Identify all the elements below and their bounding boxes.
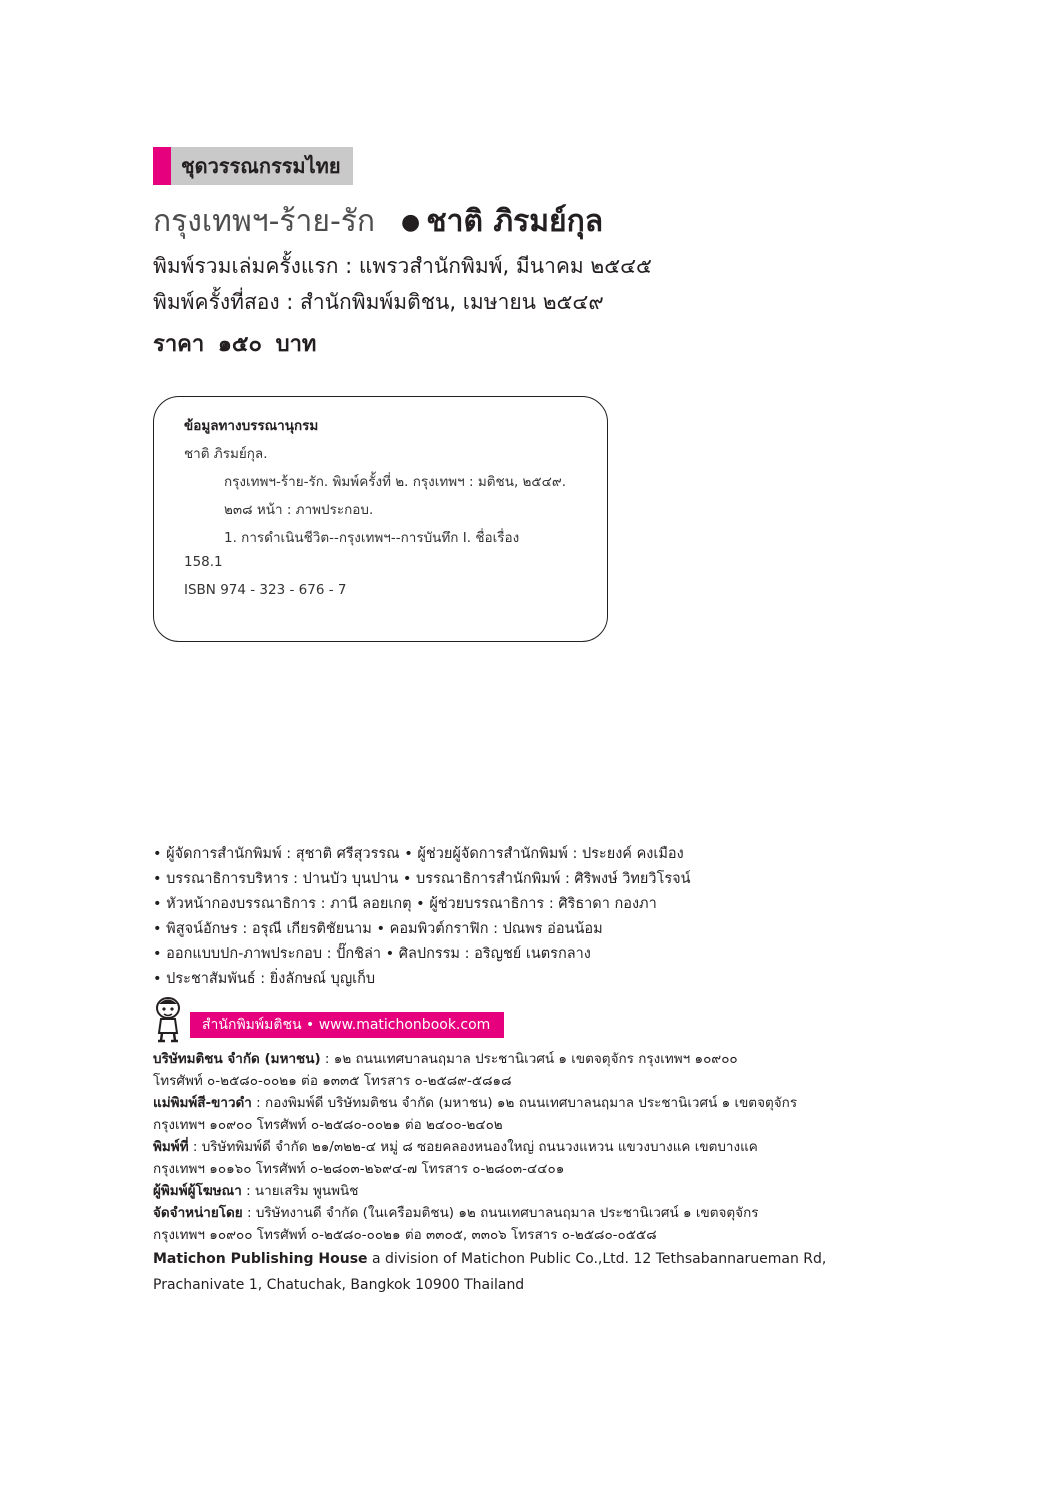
catalog-heading: ข้อมูลทางบรรณานุกรม — [184, 418, 319, 434]
printer-address — [153, 1136, 1013, 1158]
printer-label: พิมพ์ที่ — [153, 1139, 189, 1155]
staff-item: • ออกแบบปก-ภาพประกอบ : ปั๊กชิล่า • ศิลปกรรม : อริญชย์ เนตรกลาง — [153, 946, 591, 962]
catalog-box — [153, 396, 608, 642]
staff-item: • ประชาสัมพันธ์ : ยิ่งลักษณ์ บุญเก็บ — [153, 971, 376, 987]
title-line — [153, 198, 603, 245]
printer-text: : บริษัทพิมพ์ดี จำกัด ๒๑/๓๒๒-๔ หมู่ ๘ ซอยคลองหนองใหญ่ ถนนวงแหวน แขวงบางแค เขตบางแค — [188, 1139, 758, 1155]
distributor-address — [153, 1202, 1013, 1224]
book-price: ราคา ๑๕๐ บาท — [153, 332, 317, 357]
staff-item: • บรรณาธิการบริหาร : ปานบัว บุนปาน • บรรณาธิการสำนักพิมพ์ : ศิริพงษ์ วิทยวิโรจน์ — [153, 871, 691, 887]
advertiser-label: ผู้พิมพ์ผู้โฆษณา — [153, 1183, 242, 1199]
distributor-text: : บริษัทงานดี จำกัด (ในเครือมติชน) ๑๒ ถนนเทศบาลนฤมาล ประชานิเวศน์ ๑ เขตจตุจักร — [242, 1205, 759, 1221]
second-edition: พิมพ์ครั้งที่สอง : สำนักพิมพ์มติชน, เมษายน ๒๕๔๙ — [153, 290, 604, 314]
book-author: ชาติ ภิรมย์กุล — [426, 204, 604, 239]
staff-item: • หัวหน้ากองบรรณาธิการ : ภานี ลอยเกตุ • ผู้ช่วยบรรณาธิการ : ศิริธาดา กองภา — [153, 896, 657, 912]
catalog-line: ชาติ ภิรมย์กุล. — [184, 446, 268, 462]
separation-text: : กองพิมพ์ดี บริษัทมติชน จำกัด (มหาชน) ๑๒ ถนนเทศบาลนฤมาล ประชานิเวศน์ ๑ เขตจตุจักร — [251, 1095, 798, 1111]
cartoon-mascot-icon — [153, 997, 183, 1043]
distributor-phone: กรุงเทพฯ ๑๐๙๐๐ โทรศัพท์ ๐-๒๕๘๐-๐๐๒๑ ต่อ ๓๓๐๕, ๓๓๐๖ โทรสาร ๐-๒๕๘๐-๐๕๕๘ — [153, 1227, 657, 1243]
series-tag-accent — [153, 147, 171, 185]
imprint-block — [153, 1048, 1013, 1298]
book-title: กรุงเทพฯ-ร้าย-รัก — [153, 204, 376, 239]
publisher-banner — [153, 997, 513, 1043]
catalog-line: ISBN 974 - 323 - 676 - 7 — [184, 582, 347, 598]
separation-phone: กรุงเทพฯ ๑๐๙๐๐ โทรศัพท์ ๐-๒๕๘๐-๐๐๒๑ ต่อ ๒๔๐๐-๒๔๐๒ — [153, 1117, 503, 1133]
english-text: a division of Matichon Public Co.,Ltd. 12 Tethsabannarueman Rd, — [367, 1251, 827, 1267]
catalog-line: 158.1 — [184, 554, 223, 570]
bullet-icon: ● — [401, 210, 421, 235]
distributor-label: จัดจำหน่ายโดย — [153, 1205, 243, 1221]
separation-label: แม่พิมพ์สี-ขาวดำ — [153, 1095, 252, 1111]
english-label: Matichon Publishing House — [153, 1251, 368, 1267]
separation-address — [153, 1092, 1013, 1114]
catalog-line: 1. การดำเนินชีวิต--กรุงเทพฯ--การบันทึก I. ชื่อเรื่อง — [224, 530, 520, 546]
english-imprint — [153, 1246, 1013, 1272]
series-label: ชุดวรรณกรรมไทย — [171, 147, 353, 185]
first-edition: พิมพ์รวมเล่มครั้งแรก : แพรวสำนักพิมพ์, มีนาคม ๒๕๔๕ — [153, 254, 652, 278]
staff-item: • พิสูจน์อักษร : อรุณี เกียรติชัยนาม • คอมพิวต์กราฟิก : ปณพร อ่อนน้อม — [153, 921, 603, 937]
printer-phone: กรุงเทพฯ ๑๐๑๖๐ โทรศัพท์ ๐-๒๘๐๓-๒๖๙๔-๗ โทรสาร ๐-๒๘๐๓-๔๔๐๑ — [153, 1161, 565, 1177]
staff-item: • ผู้จัดการสำนักพิมพ์ : สุชาติ ศรีสุวรรณ • ผู้ช่วยผู้จัดการสำนักพิมพ์ : ประยงค์ คงเมือง — [153, 846, 684, 862]
english-address: Prachanivate 1, Chatuchak, Bangkok 10900 Thailand — [153, 1277, 525, 1293]
staff-list — [153, 842, 691, 992]
catalog-line: ๒๓๘ หน้า : ภาพประกอบ. — [224, 502, 374, 518]
publisher-name-website: สำนักพิมพ์มติชน • www.matichonbook.com — [190, 1012, 504, 1038]
company-text: : ๑๒ ถนนเทศบาลนฤมาล ประชานิเวศน์ ๑ เขตจตุจักร กรุงเทพฯ ๑๐๙๐๐ — [320, 1051, 738, 1067]
company-phone: โทรศัพท์ ๐-๒๕๘๐-๐๐๒๑ ต่อ ๑๓๓๕ โทรสาร ๐-๒๕๘๙-๕๘๑๘ — [153, 1073, 512, 1089]
company-label: บริษัทมติชน จำกัด (มหาชน) — [153, 1051, 321, 1067]
advertiser — [153, 1180, 1013, 1202]
series-tag — [153, 147, 353, 185]
company-address — [153, 1048, 1013, 1070]
catalog-line: กรุงเทพฯ-ร้าย-รัก. พิมพ์ครั้งที่ ๒. กรุงเทพฯ : มติชน, ๒๕๔๙. — [224, 474, 567, 490]
advertiser-text: : นายเสริม พูนพนิช — [241, 1183, 359, 1199]
